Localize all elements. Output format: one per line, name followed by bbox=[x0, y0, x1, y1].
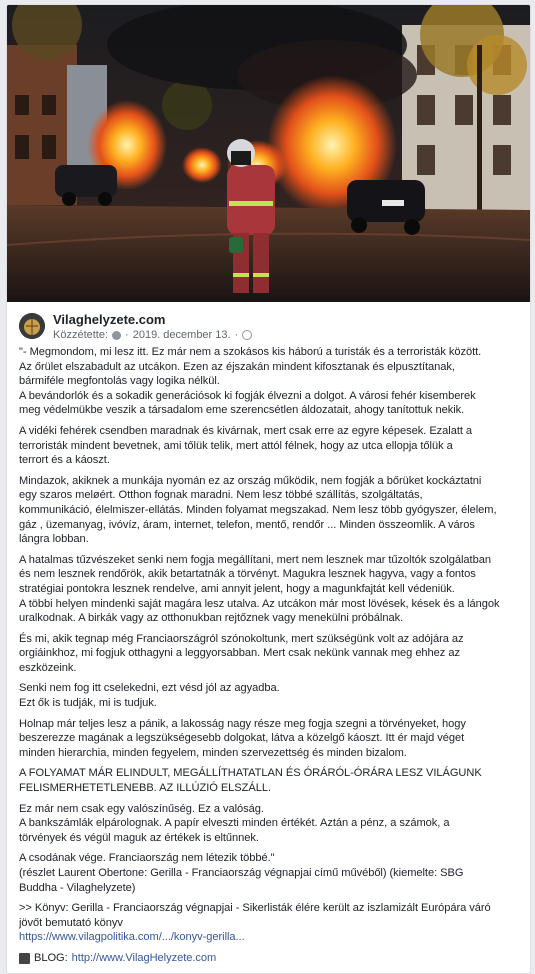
post-header bbox=[19, 311, 518, 345]
paragraph: Senki nem fog itt cselekedni, ezt vésd jól az agyadba. Ezt ők is tudják, mi is tudjuk. bbox=[19, 682, 280, 710]
paragraph: Mindazok, akiknek a munkája nyomán ez az ország működik, nem fogják a bőrüket kockáztatni egy szaros meløért. Otthon fognak maradni. Nem lesz többé szállítás, szolgáltatás, kommunikáció, élelmiszer-ellátás. Minden folyamat megszakad. Nem lesz több gyógyszer, élelem, gáz , üzemanyag, ivóvíz, áram, internet, telefon, mentő, rendőr ... Minden összeomlik. A város lángra lobban. bbox=[19, 474, 497, 546]
riot-fire-photo bbox=[7, 5, 530, 302]
post-date-link[interactable]: 2019. december 13. bbox=[132, 329, 231, 341]
post-card bbox=[6, 4, 531, 974]
post-meta bbox=[53, 329, 252, 341]
paragraph: A csodának vége. Franciaország nem létezik többé." (részlet Laurent Obertone: Gerilla - Franciaország végnapjai című művéből) (kiemelte: SBG Buddha - Vilaghelyzete) bbox=[19, 852, 464, 894]
paragraph: Ez már nem csak egy valószínűség. Ez a valóság. A bankszámlák elpárolognak. A papír elveszti minden értékét. Aztán a pénz, a számok, a törvények és végül maguk az értékek is eltűnnek. bbox=[19, 802, 450, 844]
sharer-avatar-icon[interactable] bbox=[112, 331, 121, 340]
blog-link[interactable]: http://www.VilagHelyzete.com bbox=[71, 951, 217, 964]
shared-by-label: Közzétette: bbox=[53, 329, 109, 341]
paragraph: És mi, akik tegnap még Franciaországról szónokoltunk, mert szükségünk volt az adójára az orgiáinkhoz, mi fogjuk otthagyni a leggyorsabban. Mert csak nekünk vannak meg ehhez az eszközeink. bbox=[19, 632, 464, 674]
globe-logo-icon bbox=[19, 313, 45, 339]
post-text bbox=[19, 345, 525, 966]
paragraph: Holnap már teljes lesz a pánik, a lakosság nagy része meg fogja szegni a törvényeket, hogy beszerezze magának a legszükségesebb dolgokat, látva a közelgő káoszt. Itt ér majd véget minden hierarchia, minden fegyelem, minden szervezettség és minden bizalom. bbox=[19, 717, 466, 759]
paragraph: A hatalmas tűzvészeket senki nem fogja megállítani, mert nem lesznek mar tűzoltók szolgálatban és nem lesznek rendőrök, akik betartatnák a törvényt. Magukra lesznek hagyva, vagy a fontos stratégiai pontokra lesznek rendelve, ami annyit jelent, hogy a magunkfajtát kell védeniük. A többi helyen mindenki saját magára lesz utalva. Az utcákon már most lövések, kések és a lángok uralkodnak. A birkák vagy az otthonukban rejtőznek vagy menekülni próbálnak. bbox=[19, 553, 500, 625]
separator-dot-2: · bbox=[234, 329, 239, 341]
paragraph: "- Megmondom, mi lesz itt. Ez már nem a szokásos kis háború a turisták és a terroristák között. Az őrület elszabadult az utcákon. Ezen az éjszakán mindent kifosztanak és elpusztítanak, bármiféle megfontolás vagy logika nélkül. A bevándorlók és a sokadik generációsok ki fogják élvezni a dolgot. A városi fehér kisemberek meg védelmükbe veszik a társadalom eme szerencsétlen áldozatait, ahogy tanítottuk nekik. bbox=[19, 346, 482, 417]
blog-row bbox=[19, 951, 525, 966]
paragraph: >> Könyv: Gerilla - Franciaország végnapjai - Sikerlisták élére került az iszlamizált Európára váró jövőt bemutató könyv bbox=[19, 902, 491, 929]
blog-label: BLOG: bbox=[34, 951, 68, 964]
post-photo[interactable] bbox=[7, 5, 530, 302]
separator-dot: · bbox=[125, 329, 129, 341]
page-name-link[interactable]: Vilaghelyzete.com bbox=[53, 312, 166, 327]
book-article-link[interactable]: https://www.vilagpolitika.com/.../konyv-gerilla... bbox=[19, 931, 245, 944]
paragraph: A vidéki fehérek csendben maradnak és kivárnak, mert csak erre az egyre képesek. Ezalatt a terroristák mindent bevetnek, ami tőlük telik, mert attól félnek, hogy az utca ellopja tőlük a terrort és a káoszt. bbox=[19, 424, 473, 467]
public-globe-icon[interactable] bbox=[242, 330, 252, 340]
paragraph: A FOLYAMAT MÁR ELINDULT, MEGÁLLÍTHATATLAN ÉS ÓRÁRÓL-ÓRÁRA LESZ VILÁGUNK FELISMERHETETLENEBB. AZ ILLÚZIÓ ELSZÁLL. bbox=[19, 767, 482, 795]
page-avatar[interactable] bbox=[19, 313, 45, 339]
pushpin-icon bbox=[19, 953, 30, 964]
